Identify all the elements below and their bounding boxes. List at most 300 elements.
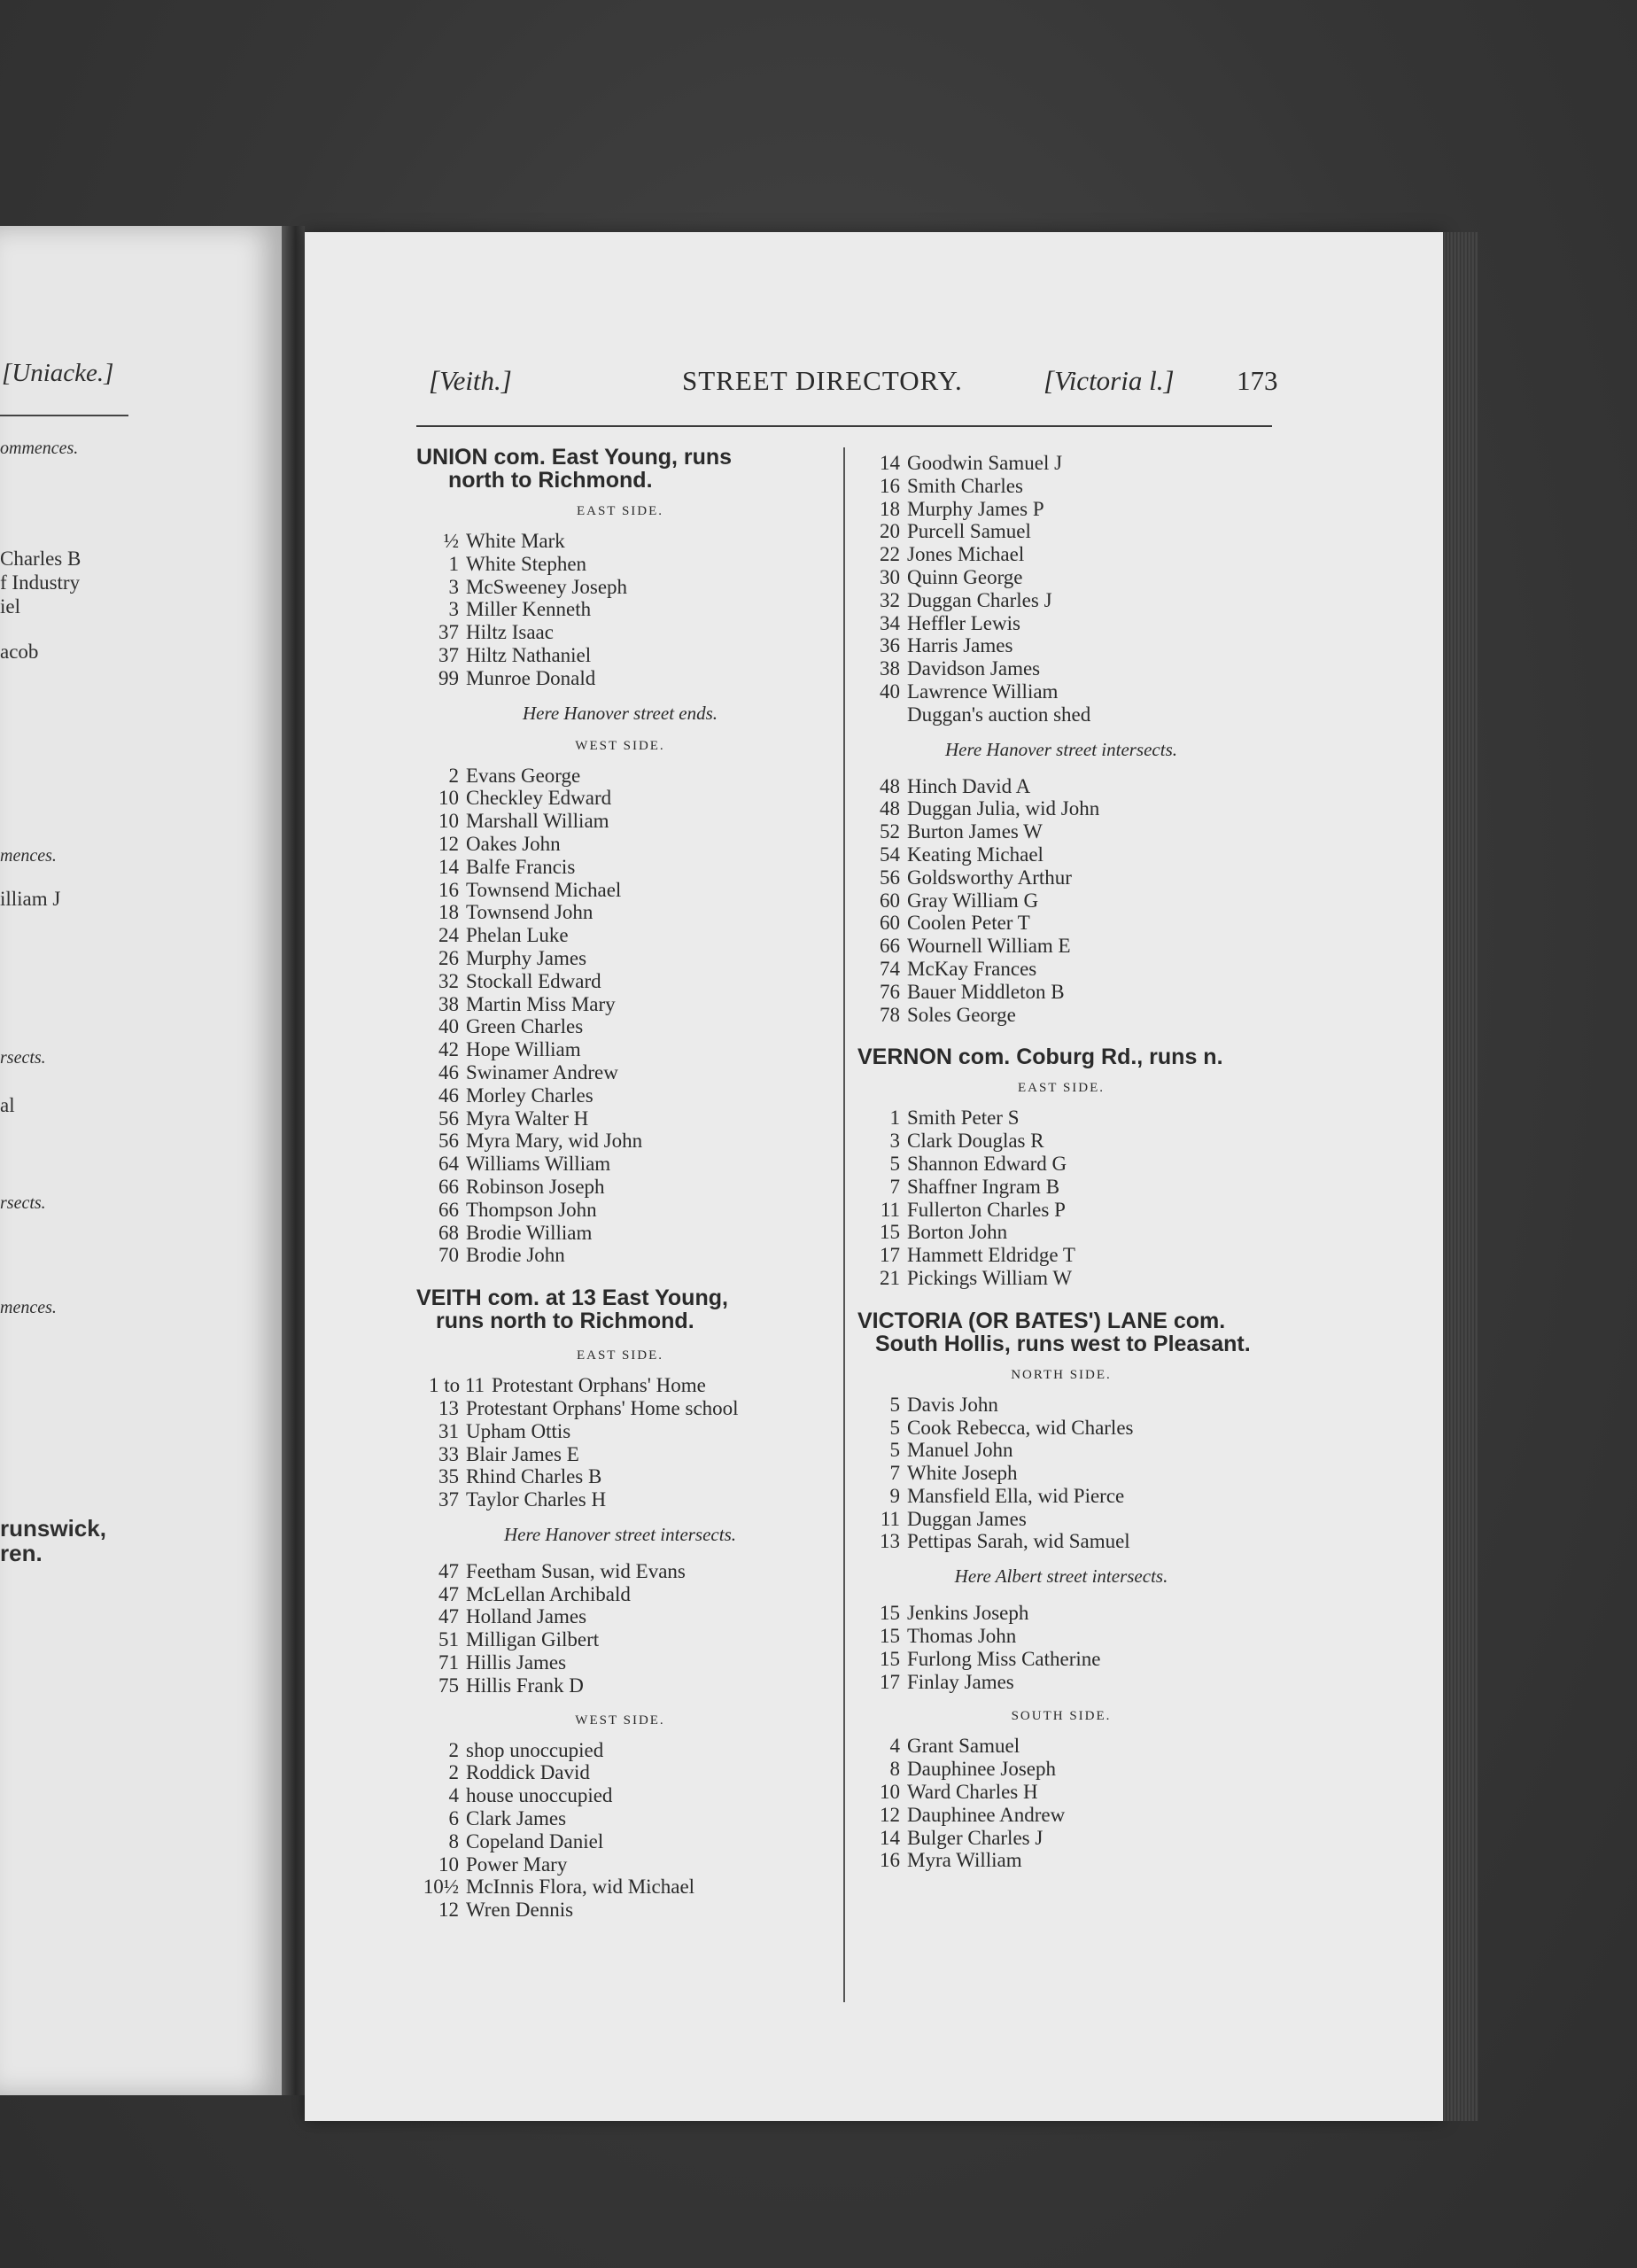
- directory-entry: [857, 935, 1265, 958]
- house-number: 2: [448, 1738, 459, 1761]
- resident-name: Brodie William: [466, 1221, 593, 1244]
- resident-name: Finlay James: [907, 1670, 1014, 1693]
- resident-name: Townsend John: [466, 901, 594, 924]
- house-number: 10½: [423, 1876, 459, 1899]
- resident-name: Taylor Charles H: [466, 1488, 607, 1511]
- house-number: 37: [438, 1488, 459, 1511]
- directory-entry: [416, 1374, 824, 1397]
- house-number: 1: [448, 552, 459, 575]
- resident-name: Coolen Peter T: [907, 912, 1030, 935]
- union-heading-text: UNION com. East Young, runs: [416, 445, 733, 470]
- left-fragment: iel: [0, 595, 20, 617]
- house-number: 8: [448, 1829, 459, 1852]
- directory-entry: [857, 1221, 1265, 1244]
- directory-entry: [857, 1602, 1265, 1625]
- resident-name: Shannon Edward G: [907, 1152, 1067, 1175]
- resident-name: Hillis Frank D: [466, 1674, 584, 1697]
- left-page-rule: [0, 415, 128, 416]
- directory-entry: [857, 1130, 1265, 1153]
- side-label: EAST SIDE.: [576, 1348, 664, 1363]
- directory-entry: [857, 1462, 1265, 1485]
- directory-entry: [857, 520, 1265, 543]
- directory-entry: [857, 912, 1265, 935]
- house-number: 13: [880, 1530, 900, 1553]
- house-number: 66: [880, 935, 900, 958]
- house-number: 78: [880, 1003, 900, 1026]
- victoria-south-list: [857, 1735, 1265, 1872]
- victoria-heading-cont: South Hollis, runs west to Pleasant.: [875, 1331, 1251, 1356]
- directory-entry: [416, 621, 824, 644]
- house-number: 15: [880, 1625, 900, 1648]
- directory-entry: [857, 680, 1265, 703]
- directory-entry: [857, 589, 1265, 612]
- directory-entry: [416, 598, 824, 621]
- house-number: 47: [438, 1559, 459, 1582]
- house-number: 40: [438, 1015, 459, 1038]
- resident-name: Evans George: [466, 764, 581, 787]
- resident-name: Blair James E: [466, 1442, 579, 1465]
- directory-entry: [416, 1830, 824, 1853]
- directory-entry: [416, 993, 824, 1016]
- resident-name: Phelan Luke: [466, 924, 569, 947]
- resident-name: Davidson James: [907, 657, 1041, 680]
- house-number: 26: [438, 946, 459, 969]
- resident-name: Bauer Middleton B: [907, 980, 1065, 1003]
- side-label: SOUTH SIDE.: [1011, 1709, 1112, 1724]
- vernon-east-list: [857, 1107, 1265, 1289]
- resident-name: Burton James W: [907, 820, 1043, 843]
- resident-name: Roddick David: [466, 1761, 590, 1784]
- house-number: 18: [438, 901, 459, 924]
- directory-entry: [416, 1397, 824, 1420]
- house-number: 74: [880, 957, 900, 980]
- resident-name: Fullerton Charles P: [907, 1198, 1066, 1221]
- house-number: 20: [880, 520, 900, 543]
- street-heading-vernon: [857, 1045, 1265, 1068]
- house-number: ½: [443, 530, 459, 552]
- house-number: 10: [438, 810, 459, 833]
- house-number: 8: [889, 1758, 900, 1781]
- resident-name: Wournell William E: [907, 935, 1071, 958]
- resident-name: Keating Michael: [907, 843, 1043, 866]
- resident-name: White Joseph: [907, 1462, 1018, 1485]
- resident-name: Feetham Susan, wid Evans: [466, 1559, 686, 1582]
- resident-name: Hinch David A: [907, 774, 1031, 797]
- resident-name: Stockall Edward: [466, 969, 601, 992]
- resident-name: Rhind Charles B: [466, 1465, 602, 1488]
- resident-name: Murphy James P: [907, 497, 1044, 520]
- house-number: 24: [438, 924, 459, 947]
- directory-entry: [416, 1130, 824, 1153]
- house-number: 17: [880, 1244, 900, 1267]
- right-column: [857, 452, 1265, 1872]
- house-number: 40: [880, 680, 900, 703]
- house-number: 9: [889, 1484, 900, 1507]
- house-number: 12: [438, 1899, 459, 1922]
- directory-entry: [857, 1244, 1265, 1267]
- side-label: WEST SIDE.: [575, 1713, 665, 1728]
- resident-name: McLellan Archibald: [466, 1582, 631, 1605]
- resident-name: Gray William G: [907, 889, 1039, 912]
- house-number: 16: [438, 878, 459, 901]
- house-number: 18: [880, 497, 900, 520]
- resident-name: Upham Ottis: [466, 1419, 571, 1442]
- running-head-left: [Veith.]: [429, 365, 512, 396]
- house-number: 6: [448, 1807, 459, 1830]
- house-number: 16: [880, 474, 900, 497]
- house-number: 76: [880, 980, 900, 1003]
- street-heading-victoria: [857, 1309, 1265, 1355]
- resident-name: Protestant Orphans' Home: [492, 1374, 706, 1397]
- victoria-heading-text: VICTORIA (OR BATES') LANE com.: [857, 1308, 1226, 1333]
- resident-name: Myra Walter H: [466, 1107, 589, 1130]
- resident-name: Hammett Eldridge T: [907, 1244, 1075, 1267]
- directory-entry: [416, 1628, 824, 1651]
- resident-name: Hiltz Nathaniel: [466, 643, 592, 666]
- resident-name: Clark James: [466, 1807, 567, 1830]
- directory-entry: [857, 1176, 1265, 1199]
- running-head: [429, 365, 1276, 409]
- house-number: 5: [889, 1152, 900, 1175]
- house-number: 33: [438, 1442, 459, 1465]
- directory-entry: [857, 1648, 1265, 1671]
- house-number: 47: [438, 1605, 459, 1628]
- house-number: 46: [438, 1084, 459, 1107]
- house-number: 4: [889, 1735, 900, 1758]
- directory-entry: [416, 576, 824, 599]
- house-number: 56: [438, 1107, 459, 1130]
- directory-entry: [857, 1004, 1265, 1027]
- house-number: 10: [880, 1781, 900, 1804]
- directory-entry: [857, 958, 1265, 981]
- house-number: 48: [880, 797, 900, 820]
- resident-name: Mansfield Ella, wid Pierce: [907, 1484, 1125, 1507]
- house-number: 5: [889, 1439, 900, 1462]
- house-number: 56: [880, 866, 900, 889]
- resident-name: Duggan's auction shed: [907, 703, 1091, 726]
- street-heading-union: [416, 446, 824, 492]
- house-number: 4: [448, 1784, 459, 1807]
- header-rule: [416, 425, 1272, 427]
- resident-name: Duggan James: [907, 1507, 1027, 1530]
- intersect-note: Here Hanover street intersects.: [944, 738, 1178, 760]
- directory-entry: [857, 797, 1265, 820]
- resident-name: Robinson Joseph: [466, 1175, 605, 1198]
- house-number: 7: [889, 1175, 900, 1198]
- union-heading-cont: north to Richmond.: [448, 468, 653, 493]
- resident-name: Thompson John: [466, 1198, 597, 1221]
- house-number: 75: [438, 1674, 459, 1697]
- resident-name: Hiltz Isaac: [466, 621, 554, 644]
- resident-name: Grant Samuel: [907, 1735, 1020, 1758]
- house-number: 1: [889, 1107, 900, 1130]
- house-number: 99: [438, 666, 459, 689]
- resident-name: Purcell Samuel: [907, 520, 1031, 543]
- resident-name: Balfe Francis: [466, 855, 576, 878]
- resident-name: Heffler Lewis: [907, 611, 1020, 634]
- directory-entry: [416, 667, 824, 690]
- book-gutter: [282, 226, 305, 2095]
- directory-entry: [416, 1560, 824, 1583]
- directory-entry: [416, 1807, 824, 1830]
- directory-entry: [857, 1735, 1265, 1758]
- directory-entry: [416, 1244, 824, 1267]
- directory-entry: [416, 1038, 824, 1061]
- street-heading-veith: [416, 1286, 824, 1332]
- resident-name: Oakes John: [466, 832, 561, 855]
- house-number: 12: [438, 832, 459, 855]
- directory-entry: [857, 981, 1265, 1004]
- house-number: 10: [438, 1852, 459, 1876]
- house-number: 14: [438, 855, 459, 878]
- house-number: 34: [880, 611, 900, 634]
- vernon-heading-text: VERNON com. Coburg Rd., runs n.: [857, 1045, 1223, 1070]
- house-number: 15: [880, 1647, 900, 1670]
- union-west-list: [416, 765, 824, 1268]
- house-number: 66: [438, 1198, 459, 1221]
- resident-name: Pettipas Sarah, wid Samuel: [907, 1530, 1130, 1553]
- resident-name: Copeland Daniel: [466, 1829, 604, 1852]
- resident-name: Protestant Orphans' Home school: [466, 1396, 739, 1419]
- resident-name: Marshall William: [466, 810, 609, 833]
- house-number: 2: [448, 1761, 459, 1784]
- veith-heading-cont: runs north to Richmond.: [436, 1309, 694, 1334]
- resident-name: Hope William: [466, 1038, 581, 1061]
- left-fragment: rsects.: [0, 1193, 46, 1213]
- left-fragment: acob: [0, 641, 39, 663]
- house-number: 32: [880, 588, 900, 611]
- directory-entry: [857, 889, 1265, 913]
- directory-entry: [857, 657, 1265, 680]
- directory-entry: [416, 1443, 824, 1466]
- resident-name: Harris James: [907, 634, 1013, 657]
- resident-name: Jones Michael: [907, 543, 1025, 566]
- directory-entry: [857, 1267, 1265, 1290]
- house-number: 11: [880, 1198, 900, 1221]
- house-number: 15: [880, 1602, 900, 1625]
- directory-entry: [416, 947, 824, 970]
- house-number: 37: [438, 621, 459, 644]
- side-label: EAST SIDE.: [1017, 1081, 1106, 1096]
- running-head-right: [Victoria l.]: [1043, 365, 1175, 396]
- resident-name: White Mark: [466, 530, 565, 552]
- resident-name: Myra William: [907, 1849, 1022, 1872]
- resident-name: Furlong Miss Catherine: [907, 1647, 1101, 1670]
- directory-entry: [416, 1876, 824, 1899]
- resident-name: Townsend Michael: [466, 878, 622, 901]
- victoria-north-list: [857, 1394, 1265, 1554]
- resident-name: Hillis James: [466, 1651, 567, 1674]
- house-number: 66: [438, 1175, 459, 1198]
- directory-entry: [857, 1625, 1265, 1648]
- resident-name: Davis John: [907, 1393, 998, 1416]
- directory-entry: [857, 1199, 1265, 1222]
- directory-entry: [416, 856, 824, 879]
- resident-name: Manuel John: [907, 1439, 1013, 1462]
- left-fragment: ren.: [0, 1540, 43, 1566]
- directory-entry: [857, 543, 1265, 566]
- house-number: 11: [880, 1507, 900, 1530]
- directory-entry: [416, 1651, 824, 1674]
- house-number: 14: [880, 452, 900, 474]
- directory-entry: [416, 1784, 824, 1807]
- house-number: 47: [438, 1582, 459, 1605]
- resident-name: Pickings William W: [907, 1266, 1073, 1289]
- directory-entry: [416, 1222, 824, 1245]
- left-page-header: [Uniacke.]: [2, 359, 114, 387]
- left-fragment: Charles B: [0, 548, 81, 570]
- directory-entry: [416, 765, 824, 788]
- directory-entry: [857, 1439, 1265, 1462]
- directory-entry: [416, 1199, 824, 1222]
- house-number: 15: [880, 1221, 900, 1244]
- left-column: [416, 446, 824, 1922]
- left-fragment: mences.: [0, 1298, 57, 1317]
- directory-entry: [857, 820, 1265, 843]
- resident-name: shop unoccupied: [466, 1738, 604, 1761]
- resident-name: McSweeney Joseph: [466, 575, 628, 598]
- directory-entry: [416, 644, 824, 667]
- veith-west-list: [416, 1739, 824, 1922]
- house-number: 22: [880, 543, 900, 566]
- left-fragment: illiam J: [0, 888, 61, 910]
- house-number: 5: [889, 1393, 900, 1416]
- directory-entry: [857, 1781, 1265, 1804]
- running-head-title: STREET DIRECTORY.: [682, 365, 963, 396]
- directory-entry: [857, 452, 1265, 475]
- resident-name: Shaffner Ingram B: [907, 1175, 1060, 1198]
- union-east-cont-list-2: [857, 775, 1265, 1027]
- resident-name: Thomas John: [907, 1625, 1017, 1648]
- directory-entry: [416, 553, 824, 576]
- house-number: 7: [889, 1462, 900, 1485]
- resident-name: Goldsworthy Arthur: [907, 866, 1072, 889]
- victoria-north-list-2: [857, 1602, 1265, 1693]
- house-number: 54: [880, 843, 900, 866]
- resident-name: Jenkins Joseph: [907, 1602, 1029, 1625]
- resident-name: Bulger Charles J: [907, 1826, 1043, 1849]
- house-number: 5: [889, 1416, 900, 1439]
- directory-entry: [416, 1761, 824, 1784]
- left-fragment: runswick,: [0, 1515, 106, 1542]
- house-number: 38: [438, 992, 459, 1015]
- left-fragment: ommences.: [0, 439, 79, 458]
- resident-name: Holland James: [466, 1605, 587, 1628]
- resident-name: Swinamer Andrew: [466, 1060, 618, 1084]
- directory-entry: [857, 634, 1265, 657]
- resident-name: Martin Miss Mary: [466, 992, 616, 1015]
- resident-name: Munroe Donald: [466, 666, 596, 689]
- directory-entry: [857, 1508, 1265, 1531]
- house-number: 21: [880, 1266, 900, 1289]
- directory-entry: [857, 1107, 1265, 1130]
- directory-entry: [416, 1015, 824, 1038]
- directory-entry: [416, 1107, 824, 1130]
- resident-name: Smith Peter S: [907, 1107, 1020, 1130]
- house-number: 31: [438, 1419, 459, 1442]
- directory-entry: [416, 879, 824, 902]
- house-number: 70: [438, 1244, 459, 1267]
- resident-name: Milligan Gilbert: [466, 1628, 600, 1651]
- house-number: 71: [438, 1651, 459, 1674]
- resident-name: Morley Charles: [466, 1084, 594, 1107]
- left-fragment: mences.: [0, 846, 57, 866]
- directory-entry: [857, 1758, 1265, 1781]
- directory-entry: [857, 612, 1265, 635]
- veith-east-list-2: [416, 1560, 824, 1697]
- resident-name: Brodie John: [466, 1244, 565, 1267]
- house-number: 30: [880, 565, 900, 588]
- directory-entry: [416, 810, 824, 833]
- resident-name: Myra Mary, wid John: [466, 1130, 643, 1153]
- directory-entry: [857, 775, 1265, 798]
- directory-entry: [416, 1605, 824, 1628]
- directory-entry: [857, 1804, 1265, 1827]
- left-page-fragment: [0, 226, 282, 2095]
- resident-name: Dauphinee Andrew: [907, 1803, 1066, 1826]
- resident-name: McInnis Flora, wid Michael: [466, 1876, 695, 1899]
- resident-name: Wren Dennis: [466, 1899, 574, 1922]
- directory-entry: [857, 1394, 1265, 1417]
- directory-entry: [416, 1488, 824, 1511]
- house-number: 3: [448, 575, 459, 598]
- directory-entry: [857, 866, 1265, 889]
- directory-entry: [416, 1176, 824, 1199]
- resident-name: Green Charles: [466, 1015, 584, 1038]
- resident-name: Duggan Charles J: [907, 588, 1052, 611]
- house-number: 3: [889, 1130, 900, 1153]
- intersect-note: Here Hanover street ends.: [522, 702, 718, 724]
- veith-heading-text: VEITH com. at 13 East Young,: [416, 1285, 728, 1311]
- page-stack-edge: [1443, 232, 1478, 2121]
- resident-name: McKay Frances: [907, 957, 1037, 980]
- union-east-cont-list: [857, 452, 1265, 726]
- side-label: NORTH SIDE.: [1011, 1367, 1112, 1382]
- directory-entry: [857, 566, 1265, 589]
- resident-name: Duggan Julia, wid John: [907, 797, 1100, 820]
- house-number: 52: [880, 820, 900, 843]
- directory-entry: [857, 498, 1265, 521]
- house-number: 35: [438, 1465, 459, 1488]
- resident-name: Cook Rebecca, wid Charles: [907, 1416, 1134, 1439]
- union-east-list: [416, 530, 824, 690]
- directory-entry: [416, 1153, 824, 1176]
- house-number: 37: [438, 643, 459, 666]
- resident-name: Borton John: [907, 1221, 1008, 1244]
- veith-east-list: [416, 1374, 824, 1511]
- directory-entry: [857, 1827, 1265, 1850]
- resident-name: Murphy James: [466, 946, 587, 969]
- directory-entry: [416, 970, 824, 993]
- house-number: 2: [448, 764, 459, 787]
- directory-entry: [416, 1465, 824, 1488]
- house-number: 51: [438, 1628, 459, 1651]
- left-fragment: f Industry: [0, 571, 81, 594]
- directory-entry: [416, 924, 824, 947]
- resident-name: Quinn George: [907, 565, 1023, 588]
- directory-entry: [416, 1739, 824, 1762]
- directory-entry: [416, 1583, 824, 1606]
- house-number: 14: [880, 1826, 900, 1849]
- side-label: WEST SIDE.: [575, 738, 665, 753]
- house-number: 46: [438, 1060, 459, 1084]
- house-number: 17: [880, 1670, 900, 1693]
- house-number: 1 to 11: [429, 1374, 485, 1397]
- resident-name: Power Mary: [466, 1852, 568, 1876]
- resident-name: Dauphinee Joseph: [907, 1758, 1056, 1781]
- house-number: 60: [880, 889, 900, 912]
- directory-entry: [857, 1485, 1265, 1508]
